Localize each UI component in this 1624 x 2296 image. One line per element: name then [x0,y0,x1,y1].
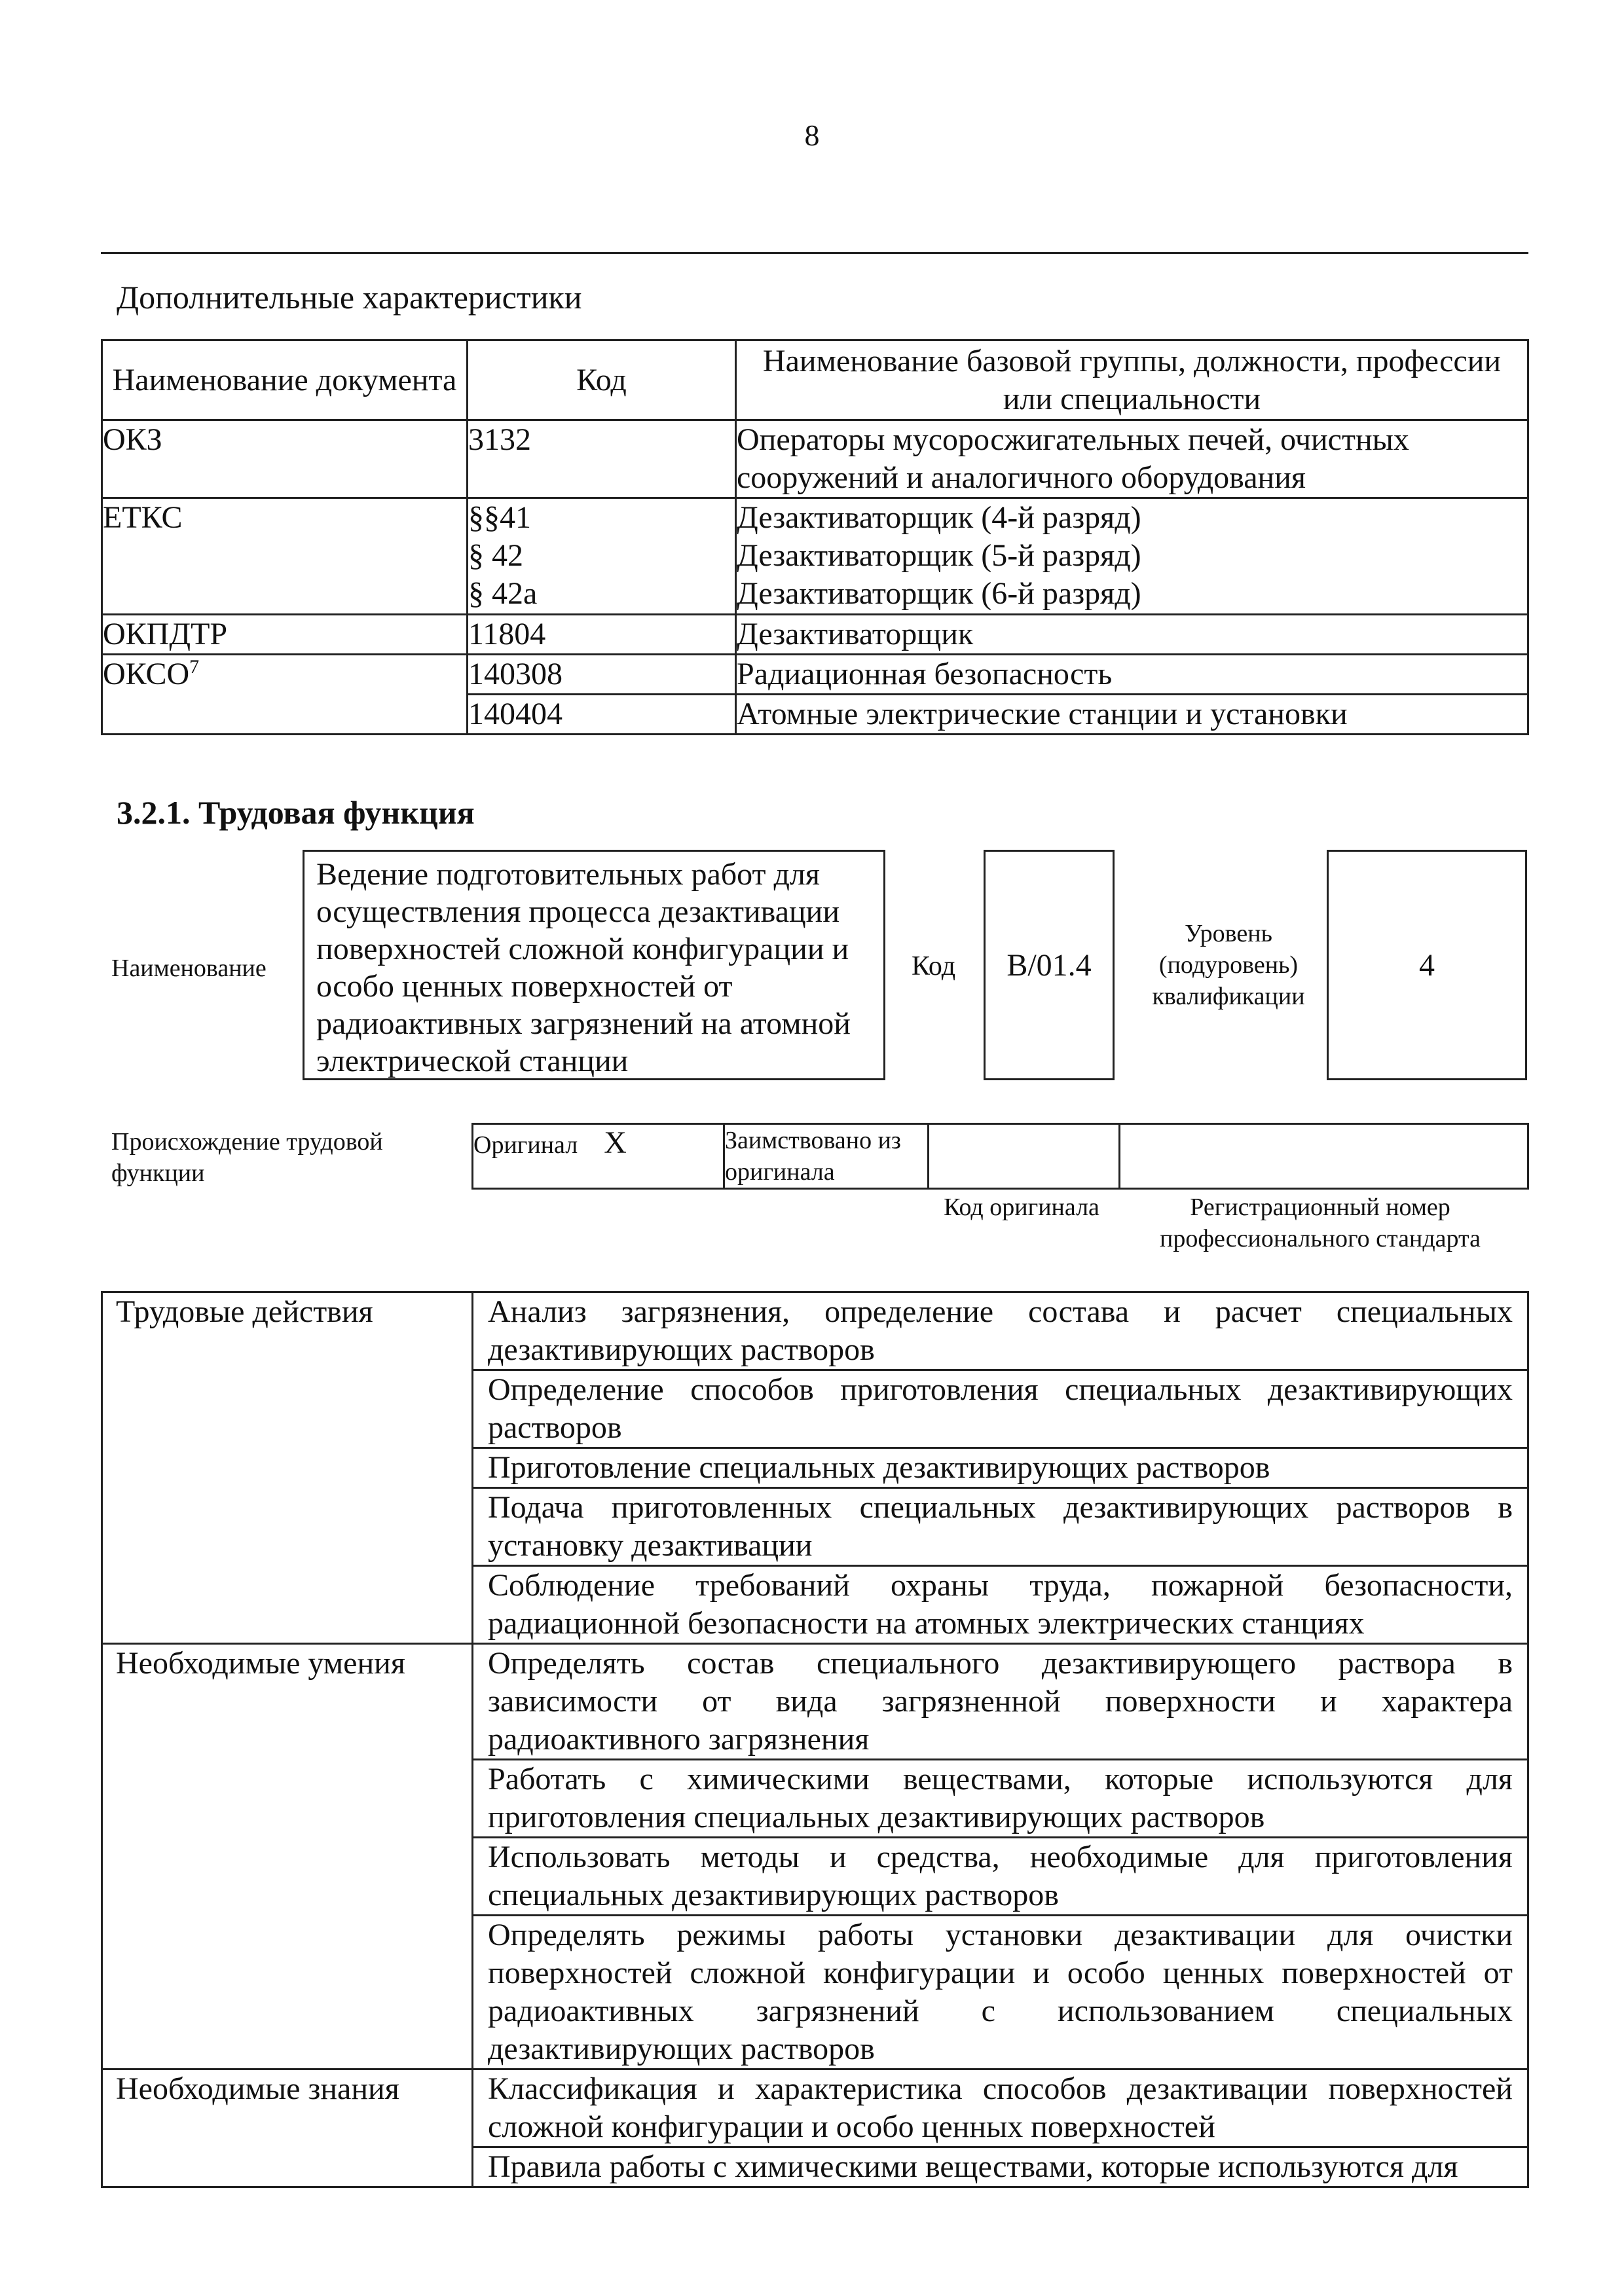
function-name-box: Ведение подготовительных работ для осуществления процесса дезактивации поверхностей сложной конфигурации и особо ценных поверхностей от радиоактивных загрязнений на атомной электрической станции [303,850,885,1080]
page-number: 8 [804,118,820,152]
original-code-caption: Код оригинала [944,1194,1099,1221]
registration-caption: Регистрационный номер профессионального стандарта [1160,1194,1481,1252]
name-cell: Радиационная безопасность [736,655,1528,695]
doc-cell: ОКСО$^7$ [102,655,468,735]
code-cell: 140308 [468,655,736,695]
origin-table [471,1123,1529,1190]
list-item: Определять режимы работы установки дезактивации для очистки поверхностей сложной конфигурации и особо ценных поверхностей от радиоактивных загрязнений с использованием специальных дезактивирующих растворов [473,1916,1528,2069]
borrowed-cell: Заимствовано из оригинала [724,1124,929,1189]
additional-characteristics-caption: Дополнительные характеристики [117,279,582,316]
name-label: Наименование [111,955,267,982]
qualification-level-label: Уровень (подуровень) квалификации [1152,920,1305,1010]
labor-function-content-table [101,1291,1529,2188]
name-cell: Дезактиваторщик [736,615,1528,655]
labor-function-heading: 3.2.1. Трудовая функция [117,794,475,831]
list-item: Правила работы с химическими веществами, которые используются для [473,2147,1528,2187]
code-cell: §§41 § 42 § 42а [468,498,736,615]
original-mark: X [604,1125,627,1160]
name-cell: Атомные электрические станции и установки [736,695,1528,735]
doc-cell: ЕТКС [102,498,468,615]
list-item: Приготовление специальных дезактивирующих растворов [473,1448,1528,1488]
registration-number-cell [1120,1124,1528,1189]
table-row [102,1644,1528,1760]
original-cell: Оригинал X [473,1124,724,1189]
list-item: Работать с химическими веществами, которые используются для приготовления специальных дезактивирующих растворов [473,1760,1528,1838]
list-item: Анализ загрязнения, определение состава и расчет специальных дезактивирующих растворов [473,1292,1528,1370]
table-row [102,498,1528,615]
code-label: Код [912,951,956,981]
code-cell: 3132 [468,420,736,498]
table-header-row [102,340,1528,420]
name-cell: Операторы мусоросжигательных печей, очистных сооружений и аналогичного оборудования [736,420,1528,498]
code-cell: 11804 [468,615,736,655]
table-row [102,420,1528,498]
original-code-cell [929,1124,1120,1189]
table-row [102,2069,1528,2147]
section-title: Трудовые действия [102,1292,473,1644]
section-title: Необходимые знания [102,2069,473,2187]
header-code: Код [468,340,736,420]
list-item: Подача приготовленных специальных дезактивирующих растворов в установку дезактивации [473,1488,1528,1566]
origin-row [473,1124,1528,1189]
table-row [102,615,1528,655]
list-item: Использовать методы и средства, необходимые для приготовления специальных дезактивирующих растворов [473,1838,1528,1916]
table-row [102,1292,1528,1370]
qualification-level-box: 4 [1327,850,1527,1080]
section-title: Необходимые умения [102,1644,473,2069]
doc-cell: ОКЗ [102,420,468,498]
code-cell: 140404 [468,695,736,735]
list-item: Определение способов приготовления специальных дезактивирующих растворов [473,1370,1528,1448]
list-item: Определять состав специального дезактивирующего раствора в зависимости от вида загрязненной поверхности и характера радиоактивного загрязнения [473,1644,1528,1760]
additional-characteristics-table [101,339,1529,735]
table-row [102,655,1528,695]
function-code-box: В/01.4 [984,850,1115,1080]
list-item: Соблюдение требований охраны труда, пожарной безопасности, радиационной безопасности на атомных электрических станциях [473,1566,1528,1644]
footnote-mark: 7 [189,656,200,678]
origin-label: Происхождение трудовой функции [111,1128,383,1187]
header-group-name: Наименование базовой группы, должности, профессии или специальности [736,340,1528,420]
header-document: Наименование документа [102,340,468,420]
doc-cell: ОКПДТР [102,615,468,655]
top-divider [101,252,1528,254]
list-item: Классификация и характеристика способов дезактивации поверхностей сложной конфигурации и особо ценных поверхностей [473,2069,1528,2147]
name-cell: Дезактиваторщик (4-й разряд) Дезактиваторщик (5-й разряд) Дезактиваторщик (6-й разряд) [736,498,1528,615]
